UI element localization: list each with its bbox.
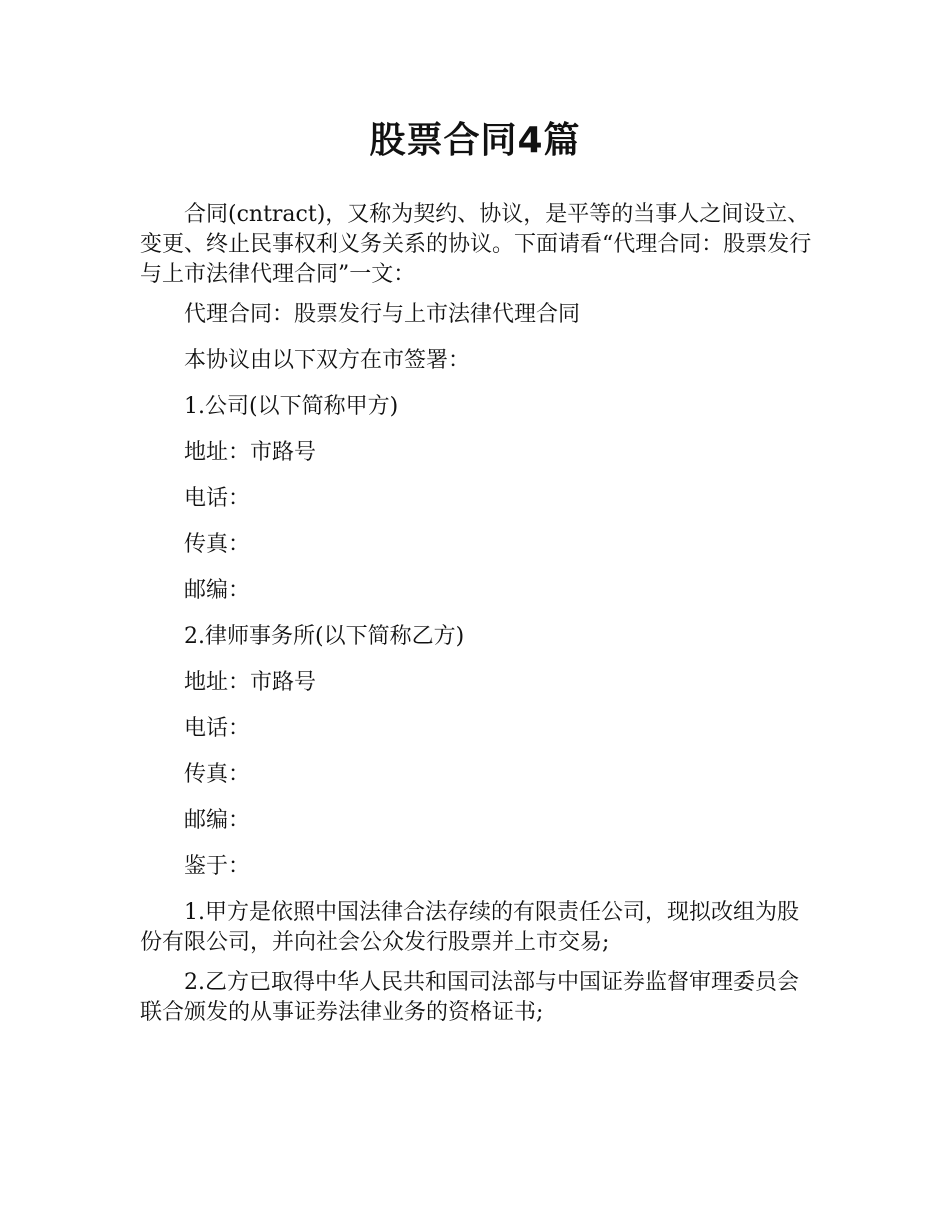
paragraph-whereas-1: 1.甲方是依照中国法律合法存续的有限责任公司，现拟改组为股份有限公司，并向社会公众发行股票并上市交易; — [140, 900, 799, 955]
document-title: 股票合同4篇 — [369, 120, 581, 161]
paragraph-party-a: 1.公司(以下简称甲方) — [184, 394, 399, 419]
paragraph-party-b-address: 地址：市路号 — [184, 670, 317, 695]
paragraph-whereas: 鉴于： — [184, 854, 251, 879]
paragraph-party-b-fax: 传真： — [184, 762, 251, 787]
paragraph-intro: 合同(cntract)，又称为契约、协议，是平等的当事人之间设立、变更、终止民事权利义务关系的协议。下面请看“代理合同：股票发行与上市法律代理合同”一文： — [140, 202, 812, 287]
paragraph-party-b-postcode: 邮编： — [184, 808, 251, 833]
paragraph-contract-name: 代理合同：股票发行与上市法律代理合同 — [184, 302, 581, 327]
paragraph-party-a-postcode: 邮编： — [184, 578, 251, 603]
paragraph-party-a-phone: 电话： — [184, 486, 251, 511]
document-body — [140, 200, 812, 1038]
paragraph-party-a-address: 地址：市路号 — [184, 440, 317, 465]
paragraph-party-a-fax: 传真： — [184, 532, 251, 557]
paragraph-signing: 本协议由以下双方在市签署： — [184, 348, 471, 373]
paragraph-party-b-phone: 电话： — [184, 716, 251, 741]
paragraph-party-b: 2.律师事务所(以下简称乙方) — [184, 624, 465, 649]
paragraph-whereas-2: 2.乙方已取得中华人民共和国司法部与中国证券监督审理委员会联合颁发的从事证券法律业务的资格证书; — [140, 970, 799, 1025]
